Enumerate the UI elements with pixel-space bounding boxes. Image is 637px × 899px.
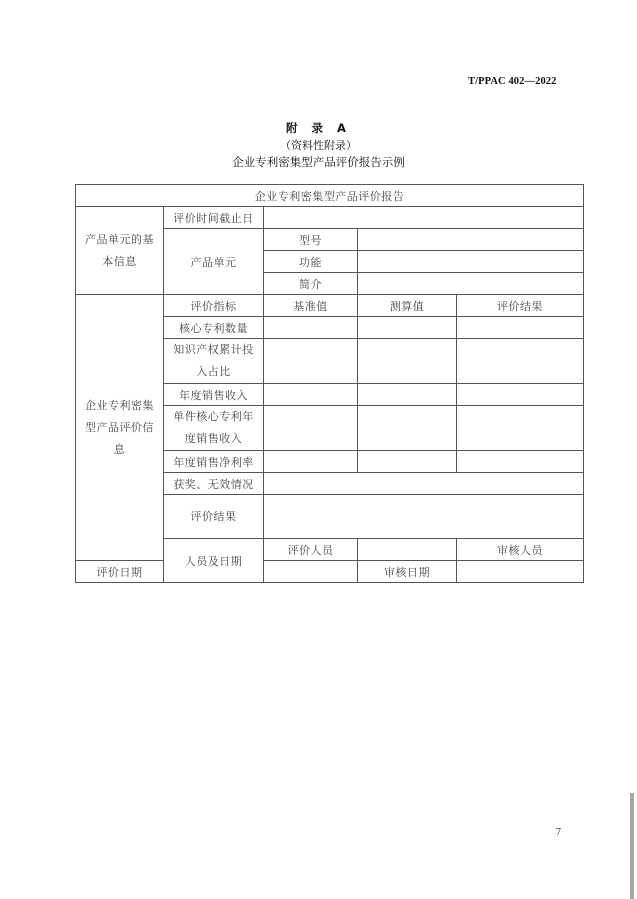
result-cell[interactable] xyxy=(457,317,584,339)
measured-cell[interactable] xyxy=(358,317,457,339)
measured-cell[interactable] xyxy=(358,339,457,384)
function-label: 功能 xyxy=(264,251,358,273)
baseline-cell[interactable] xyxy=(264,451,358,473)
conclusion-value[interactable] xyxy=(264,495,584,539)
indicator-label: 年度销售净利率 xyxy=(164,451,264,473)
baseline-cell[interactable] xyxy=(264,384,358,406)
function-value[interactable] xyxy=(358,251,584,273)
header-result: 评价结果 xyxy=(457,295,584,317)
result-cell[interactable] xyxy=(457,406,584,451)
table-title-row xyxy=(76,185,584,207)
table-row xyxy=(76,561,584,583)
result-cell[interactable] xyxy=(457,339,584,384)
result-cell[interactable] xyxy=(457,384,584,406)
summary-label: 简介 xyxy=(264,273,358,295)
eval-date-value[interactable] xyxy=(264,561,358,583)
model-label: 型号 xyxy=(264,229,358,251)
baseline-cell[interactable] xyxy=(264,339,358,384)
basic-info-section-label: 产品单元的基本信息 xyxy=(76,207,164,295)
review-date-label: 审核日期 xyxy=(358,561,457,583)
header-indicator: 评价指标 xyxy=(164,295,264,317)
evaluation-section-label: 企业专利密集型产品评价信息 xyxy=(76,295,164,561)
appendix-caption: 企业专利密集型产品评价报告示例 xyxy=(232,155,405,169)
appendix-title: 附 录 A xyxy=(286,121,351,135)
measured-cell[interactable] xyxy=(358,406,457,451)
awards-label: 获奖、无效情况 xyxy=(164,473,264,495)
eval-date-label: 评价日期 xyxy=(76,561,164,583)
evaluator-value[interactable] xyxy=(358,539,457,561)
measured-cell[interactable] xyxy=(358,384,457,406)
header-baseline: 基准值 xyxy=(264,295,358,317)
baseline-cell[interactable] xyxy=(264,317,358,339)
product-unit-label: 产品单元 xyxy=(164,229,264,295)
standard-number: T/PPAC 402—2022 xyxy=(468,76,557,87)
indicator-label: 年度销售收入 xyxy=(164,384,264,406)
evaluation-header-row xyxy=(76,295,584,317)
result-cell[interactable] xyxy=(457,451,584,473)
baseline-cell[interactable] xyxy=(264,406,358,451)
reviewer-label: 审核人员 xyxy=(457,539,584,561)
personnel-section-label: 人员及日期 xyxy=(164,539,264,583)
header-measured: 测算值 xyxy=(358,295,457,317)
page-number: 7 xyxy=(556,827,561,838)
vertical-scrollbar[interactable] xyxy=(630,793,634,899)
table-row xyxy=(76,207,584,229)
evaluator-label: 评价人员 xyxy=(264,539,358,561)
evaluation-report-table xyxy=(75,184,584,583)
indicator-label: 单件核心专利年度销售收入 xyxy=(164,406,264,451)
indicator-label: 核心专利数量 xyxy=(164,317,264,339)
cutoff-date-label: 评价时间截止日 xyxy=(164,207,264,229)
table-title: 企业专利密集型产品评价报告 xyxy=(76,185,584,207)
cutoff-date-value[interactable] xyxy=(264,207,584,229)
summary-value[interactable] xyxy=(358,273,584,295)
appendix-nature: （资料性附录） xyxy=(280,139,357,152)
conclusion-label: 评价结果 xyxy=(164,495,264,539)
awards-value[interactable] xyxy=(264,473,584,495)
model-value[interactable] xyxy=(358,229,584,251)
review-date-value[interactable] xyxy=(457,561,584,583)
indicator-label: 知识产权累计投入占比 xyxy=(164,339,264,384)
measured-cell[interactable] xyxy=(358,451,457,473)
